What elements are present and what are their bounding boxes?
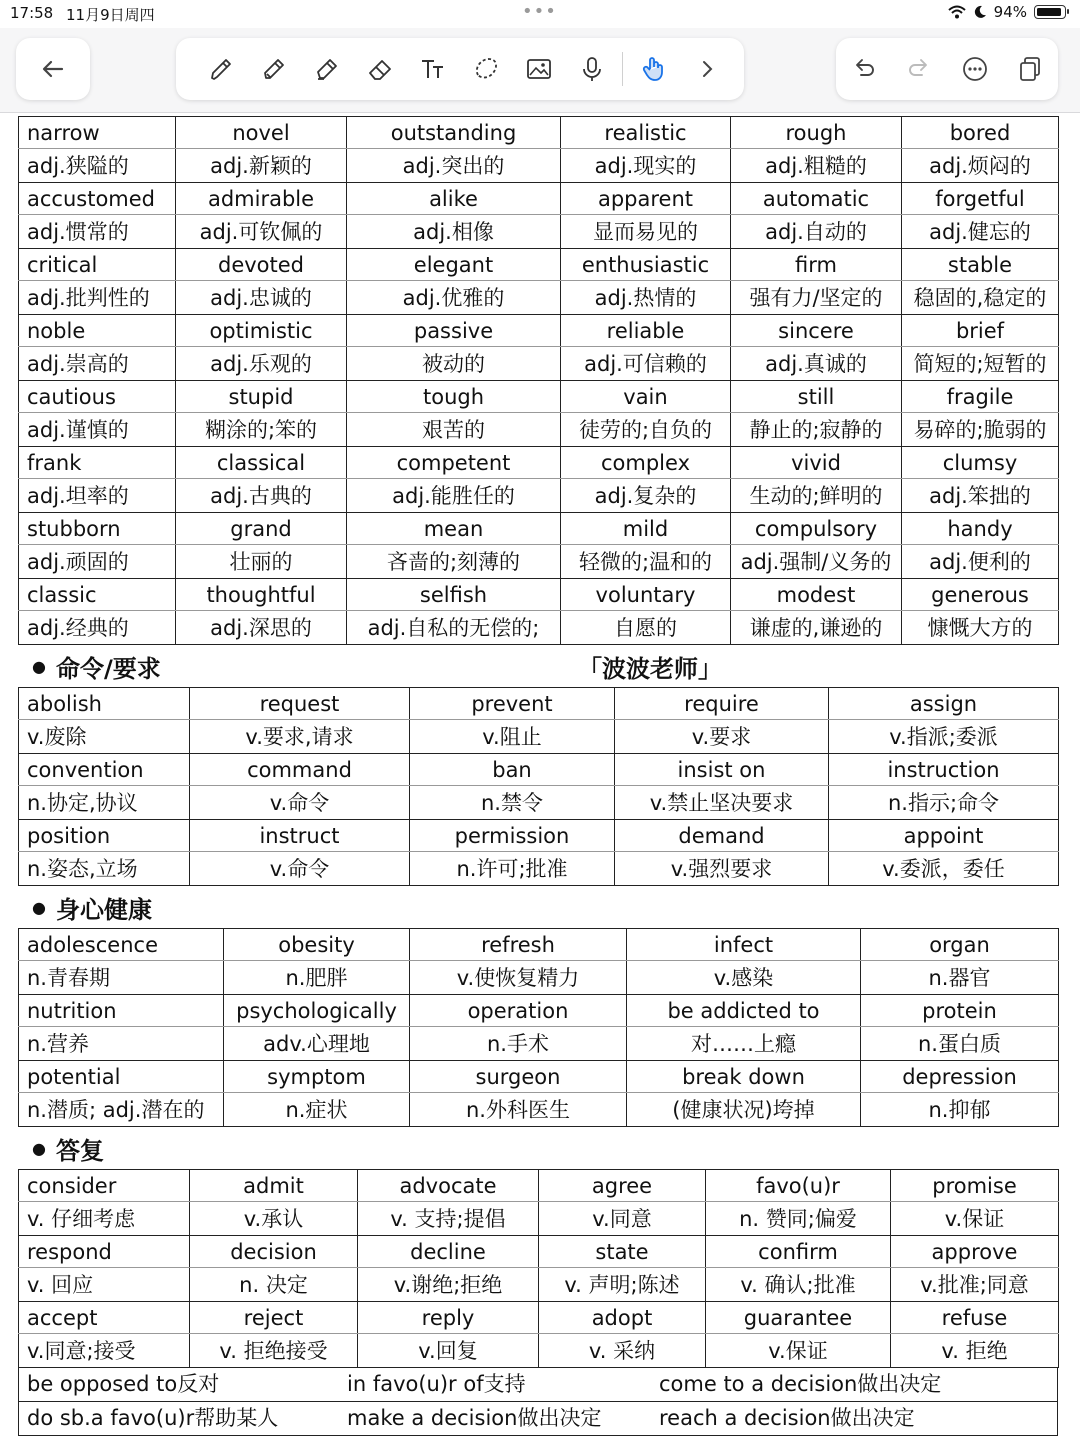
chinese-meaning-cell: 谦虚的,谦逊的 bbox=[731, 611, 902, 645]
more-options-button[interactable] bbox=[948, 47, 1001, 91]
status-time: 17:58 bbox=[10, 4, 54, 22]
chinese-meaning-cell: v.要求 bbox=[615, 720, 829, 754]
chinese-meaning-cell: n.肥胖 bbox=[224, 961, 410, 995]
section-heading-commands bbox=[18, 645, 1058, 687]
chinese-meaning-cell: n.潜质; adj.潜在的 bbox=[19, 1093, 224, 1127]
section-title: 身心健康 bbox=[55, 895, 152, 924]
english-word-cell: adopt bbox=[539, 1302, 706, 1334]
undo-button[interactable] bbox=[837, 47, 890, 91]
english-word-cell: insist on bbox=[615, 754, 829, 786]
section-title: 命令/要求 bbox=[55, 654, 161, 683]
chinese-meaning-cell: adj.优雅的 bbox=[347, 281, 561, 315]
english-word-cell: firm bbox=[731, 249, 902, 281]
tool-palette bbox=[176, 38, 744, 100]
english-word-cell: modest bbox=[731, 579, 902, 611]
chinese-meaning-cell: v.强烈要求 bbox=[615, 852, 829, 886]
chinese-meaning-row bbox=[19, 1027, 1059, 1061]
chinese-meaning-cell: adv.心理地 bbox=[224, 1027, 410, 1061]
section-heading-reply bbox=[18, 1127, 1058, 1169]
chinese-meaning-cell: adj.新颖的 bbox=[176, 149, 347, 183]
english-word-cell: fragile bbox=[902, 381, 1059, 413]
english-word-cell: convention bbox=[19, 754, 190, 786]
chinese-meaning-cell: v.保证 bbox=[891, 1202, 1059, 1236]
chinese-meaning-cell: v.委派，委任 bbox=[829, 852, 1059, 886]
chinese-meaning-cell: (健康状况)垮掉 bbox=[627, 1093, 861, 1127]
adjective-table bbox=[18, 116, 1059, 645]
chinese-meaning-cell: v.同意;接受 bbox=[19, 1334, 190, 1368]
english-word-row bbox=[19, 995, 1059, 1027]
note-content bbox=[18, 116, 1058, 1436]
english-word-cell: potential bbox=[19, 1061, 224, 1093]
highlighter-icon bbox=[312, 54, 342, 84]
english-word-cell: reply bbox=[358, 1302, 539, 1334]
english-word-cell: enthusiastic bbox=[561, 249, 731, 281]
chinese-meaning-cell: adj.顽固的 bbox=[19, 545, 176, 579]
chinese-meaning-cell: adj.自动的 bbox=[731, 215, 902, 249]
english-word-cell: sincere bbox=[731, 315, 902, 347]
english-word-cell: state bbox=[539, 1236, 706, 1268]
english-word-cell: appoint bbox=[829, 820, 1059, 852]
english-word-cell: voluntary bbox=[561, 579, 731, 611]
chinese-meaning-cell: adj.忠诚的 bbox=[176, 281, 347, 315]
english-word-cell: decision bbox=[190, 1236, 358, 1268]
english-word-cell: reject bbox=[190, 1302, 358, 1334]
chinese-meaning-cell: n.外科医生 bbox=[410, 1093, 627, 1127]
english-word-cell: vivid bbox=[731, 447, 902, 479]
chinese-meaning-cell: 轻微的;温和的 bbox=[561, 545, 731, 579]
chinese-meaning-cell: v. 声明;陈述 bbox=[539, 1268, 706, 1302]
chinese-meaning-cell: v. 仔细考虑 bbox=[19, 1202, 190, 1236]
hand-pointer-icon bbox=[639, 54, 669, 84]
english-word-cell: obesity bbox=[224, 929, 410, 961]
reply-table bbox=[18, 1169, 1059, 1368]
chinese-meaning-cell: adj.真诚的 bbox=[731, 347, 902, 381]
section-heading-health bbox=[18, 886, 1058, 928]
lasso-tool-button[interactable] bbox=[459, 47, 512, 91]
english-word-row bbox=[19, 117, 1059, 149]
english-word-cell: elegant bbox=[347, 249, 561, 281]
chinese-meaning-cell: 对……上瘾 bbox=[627, 1027, 861, 1061]
english-word-cell: refresh bbox=[410, 929, 627, 961]
english-word-cell: approve bbox=[891, 1236, 1059, 1268]
english-word-cell: depression bbox=[861, 1061, 1059, 1093]
chinese-meaning-cell: n.指示;命令 bbox=[829, 786, 1059, 820]
phrases-table bbox=[18, 1367, 1058, 1436]
chinese-meaning-cell: v.命令 bbox=[190, 786, 410, 820]
health-table bbox=[18, 928, 1059, 1127]
english-word-cell: require bbox=[615, 688, 829, 720]
english-word-cell: mild bbox=[561, 513, 731, 545]
chinese-meaning-cell: 静止的;寂静的 bbox=[731, 413, 902, 447]
chinese-meaning-cell: adj.乐观的 bbox=[176, 347, 347, 381]
action-pill bbox=[836, 38, 1058, 100]
chinese-meaning-cell: adj.烦闷的 bbox=[902, 149, 1059, 183]
chinese-meaning-cell: v. 确认;批准 bbox=[706, 1268, 891, 1302]
english-word-cell: compulsory bbox=[731, 513, 902, 545]
chinese-meaning-cell: 自愿的 bbox=[561, 611, 731, 645]
chinese-meaning-row bbox=[19, 1334, 1059, 1368]
chinese-meaning-row bbox=[19, 961, 1059, 995]
bullet-icon: ● bbox=[32, 897, 46, 917]
english-word-cell: critical bbox=[19, 249, 176, 281]
teacher-tag: 「波波老师」 bbox=[578, 654, 722, 683]
phrase-text: be opposed to反对 bbox=[27, 1372, 220, 1396]
chinese-meaning-row bbox=[19, 786, 1059, 820]
english-word-cell: complex bbox=[561, 447, 731, 479]
english-word-cell: surgeon bbox=[410, 1061, 627, 1093]
phrase-row bbox=[19, 1402, 1058, 1436]
chinese-meaning-cell: adj.深思的 bbox=[176, 611, 347, 645]
chinese-meaning-cell: n.器官 bbox=[861, 961, 1059, 995]
english-word-cell: devoted bbox=[176, 249, 347, 281]
chinese-meaning-cell: 生动的;鲜明的 bbox=[731, 479, 902, 513]
english-word-cell: abolish bbox=[19, 688, 190, 720]
chinese-meaning-cell: 被动的 bbox=[347, 347, 561, 381]
english-word-cell: operation bbox=[410, 995, 627, 1027]
phrase-text: do sb.a favo(u)r帮助某人 bbox=[27, 1406, 279, 1430]
wifi-icon bbox=[948, 5, 966, 19]
chinese-meaning-cell: n.抑郁 bbox=[861, 1093, 1059, 1127]
english-word-cell: instruction bbox=[829, 754, 1059, 786]
status-bar bbox=[0, 0, 1080, 28]
chinese-meaning-cell: v.阻止 bbox=[410, 720, 615, 754]
toolbar-divider bbox=[622, 52, 623, 86]
chinese-meaning-cell: v.使恢复精力 bbox=[410, 961, 627, 995]
english-word-cell: adolescence bbox=[19, 929, 224, 961]
english-word-row bbox=[19, 183, 1059, 215]
chinese-meaning-cell: v. 回应 bbox=[19, 1268, 190, 1302]
english-word-cell: rough bbox=[731, 117, 902, 149]
pen-tool-button[interactable] bbox=[194, 47, 247, 91]
chinese-meaning-cell: 易碎的;脆弱的 bbox=[902, 413, 1059, 447]
english-word-cell: automatic bbox=[731, 183, 902, 215]
english-word-cell: passive bbox=[347, 315, 561, 347]
more-tools-button[interactable] bbox=[680, 47, 733, 91]
chinese-meaning-cell: adj.谨慎的 bbox=[19, 413, 176, 447]
chinese-meaning-cell: 吝啬的;刻薄的 bbox=[347, 545, 561, 579]
chinese-meaning-cell: adj.热情的 bbox=[561, 281, 731, 315]
back-button[interactable] bbox=[27, 47, 80, 91]
chinese-meaning-row bbox=[19, 281, 1059, 315]
chinese-meaning-row bbox=[19, 479, 1059, 513]
english-word-cell: cautious bbox=[19, 381, 176, 413]
english-word-cell: confirm bbox=[706, 1236, 891, 1268]
english-word-cell: advocate bbox=[358, 1170, 539, 1202]
english-word-cell: organ bbox=[861, 929, 1059, 961]
chinese-meaning-cell: n.症状 bbox=[224, 1093, 410, 1127]
eraser-icon bbox=[365, 54, 395, 84]
eraser-tool-button[interactable] bbox=[353, 47, 406, 91]
english-word-cell: optimistic bbox=[176, 315, 347, 347]
chinese-meaning-cell: n.许可;批准 bbox=[410, 852, 615, 886]
highlighter-tool-button[interactable] bbox=[300, 47, 353, 91]
chinese-meaning-cell: v. 采纳 bbox=[539, 1334, 706, 1368]
english-word-cell: outstanding bbox=[347, 117, 561, 149]
microphone-tool-button[interactable] bbox=[565, 47, 618, 91]
chinese-meaning-cell: 强有力/坚定的 bbox=[731, 281, 902, 315]
phrase-text: come to a decision做出决定 bbox=[659, 1372, 942, 1396]
phrase-row bbox=[19, 1368, 1058, 1402]
english-word-cell: tough bbox=[347, 381, 561, 413]
battery-icon bbox=[1034, 5, 1066, 19]
bullet-icon: ● bbox=[32, 656, 46, 676]
english-word-cell: thoughtful bbox=[176, 579, 347, 611]
chinese-meaning-row bbox=[19, 1093, 1059, 1127]
chinese-meaning-cell: v.同意 bbox=[539, 1202, 706, 1236]
english-word-cell: nutrition bbox=[19, 995, 224, 1027]
chinese-meaning-cell: adj.可钦佩的 bbox=[176, 215, 347, 249]
chinese-meaning-cell: n.禁令 bbox=[410, 786, 615, 820]
english-word-cell: frank bbox=[19, 447, 176, 479]
chinese-meaning-cell: adj.狭隘的 bbox=[19, 149, 176, 183]
english-word-cell: assign bbox=[829, 688, 1059, 720]
chinese-meaning-cell: v.命令 bbox=[190, 852, 410, 886]
commands-table bbox=[18, 687, 1059, 886]
english-word-row bbox=[19, 688, 1059, 720]
english-word-row bbox=[19, 1061, 1059, 1093]
english-word-cell: request bbox=[190, 688, 410, 720]
english-word-cell: protein bbox=[861, 995, 1059, 1027]
english-word-row bbox=[19, 381, 1059, 413]
chinese-meaning-cell: n.蛋白质 bbox=[861, 1027, 1059, 1061]
multitasking-dots[interactable]: ••• bbox=[522, 1, 557, 22]
chinese-meaning-cell: adj.崇高的 bbox=[19, 347, 176, 381]
pencil-icon bbox=[259, 54, 289, 84]
english-word-cell: brief bbox=[902, 315, 1059, 347]
undo-icon bbox=[849, 54, 879, 84]
pen-icon bbox=[206, 54, 236, 84]
english-word-cell: bored bbox=[902, 117, 1059, 149]
chinese-meaning-cell: v.指派;委派 bbox=[829, 720, 1059, 754]
back-arrow-icon bbox=[38, 54, 68, 84]
english-word-row bbox=[19, 579, 1059, 611]
chevron-right-icon bbox=[692, 54, 722, 84]
english-word-cell: ban bbox=[410, 754, 615, 786]
chinese-meaning-cell: adj.自私的无偿的; bbox=[347, 611, 561, 645]
chinese-meaning-cell: adj.批判性的 bbox=[19, 281, 176, 315]
chinese-meaning-cell: adj.能胜任的 bbox=[347, 479, 561, 513]
english-word-cell: respond bbox=[19, 1236, 190, 1268]
bullet-icon: ● bbox=[32, 1138, 46, 1158]
chinese-meaning-cell: adj.现实的 bbox=[561, 149, 731, 183]
chinese-meaning-cell: v.感染 bbox=[627, 961, 861, 995]
english-word-row bbox=[19, 754, 1059, 786]
chinese-meaning-row bbox=[19, 1268, 1059, 1302]
chinese-meaning-cell: adj.复杂的 bbox=[561, 479, 731, 513]
chinese-meaning-cell: adj.粗糙的 bbox=[731, 149, 902, 183]
english-word-row bbox=[19, 447, 1059, 479]
chinese-meaning-cell: v.承认 bbox=[190, 1202, 358, 1236]
chinese-meaning-cell: v.保证 bbox=[706, 1334, 891, 1368]
lasso-icon bbox=[471, 54, 501, 84]
chinese-meaning-cell: 慷慨大方的 bbox=[902, 611, 1059, 645]
english-word-cell: consider bbox=[19, 1170, 190, 1202]
chinese-meaning-cell: n.姿态,立场 bbox=[19, 852, 190, 886]
english-word-cell: admirable bbox=[176, 183, 347, 215]
chinese-meaning-cell: n.青春期 bbox=[19, 961, 224, 995]
english-word-cell: clumsy bbox=[902, 447, 1059, 479]
english-word-row bbox=[19, 820, 1059, 852]
english-word-cell: promise bbox=[891, 1170, 1059, 1202]
redo-icon bbox=[904, 54, 934, 84]
chinese-meaning-cell: adj.强制/义务的 bbox=[731, 545, 902, 579]
chinese-meaning-cell: adj.古典的 bbox=[176, 479, 347, 513]
english-word-cell: accept bbox=[19, 1302, 190, 1334]
chinese-meaning-cell: 稳固的,稳定的 bbox=[902, 281, 1059, 315]
hand-tool-button[interactable] bbox=[627, 47, 680, 91]
chinese-meaning-cell: v.谢绝;拒绝 bbox=[358, 1268, 539, 1302]
chinese-meaning-cell: n.协定,协议 bbox=[19, 786, 190, 820]
english-word-cell: handy bbox=[902, 513, 1059, 545]
chinese-meaning-cell: v. 拒绝 bbox=[891, 1334, 1059, 1368]
english-word-row bbox=[19, 1170, 1059, 1202]
text-tool-icon bbox=[418, 54, 448, 84]
english-word-cell: position bbox=[19, 820, 190, 852]
english-word-cell: reliable bbox=[561, 315, 731, 347]
english-word-cell: decline bbox=[358, 1236, 539, 1268]
chinese-meaning-row bbox=[19, 611, 1059, 645]
english-word-cell: stupid bbox=[176, 381, 347, 413]
more-icon bbox=[960, 54, 990, 84]
chinese-meaning-cell: adj.笨拙的 bbox=[902, 479, 1059, 513]
pages-icon bbox=[1015, 54, 1045, 84]
chinese-meaning-cell: adj.便利的 bbox=[902, 545, 1059, 579]
status-date: 11月9日周四 bbox=[66, 6, 155, 24]
english-word-cell: prevent bbox=[410, 688, 615, 720]
chinese-meaning-cell: n.手术 bbox=[410, 1027, 627, 1061]
english-word-cell: noble bbox=[19, 315, 176, 347]
english-word-cell: agree bbox=[539, 1170, 706, 1202]
chinese-meaning-cell: n. 决定 bbox=[190, 1268, 358, 1302]
english-word-row bbox=[19, 1302, 1059, 1334]
chinese-meaning-cell: 糊涂的;笨的 bbox=[176, 413, 347, 447]
english-word-cell: admit bbox=[190, 1170, 358, 1202]
phrase-text: reach a decision做出决定 bbox=[659, 1406, 915, 1430]
chinese-meaning-cell: n.营养 bbox=[19, 1027, 224, 1061]
chinese-meaning-row bbox=[19, 215, 1059, 249]
chinese-meaning-row bbox=[19, 149, 1059, 183]
english-word-cell: novel bbox=[176, 117, 347, 149]
english-word-cell: alike bbox=[347, 183, 561, 215]
english-word-cell: favo(u)r bbox=[706, 1170, 891, 1202]
english-word-cell: classic bbox=[19, 579, 176, 611]
english-word-cell: be addicted to bbox=[627, 995, 861, 1027]
english-word-cell: refuse bbox=[891, 1302, 1059, 1334]
microphone-icon bbox=[577, 54, 607, 84]
image-icon bbox=[524, 54, 554, 84]
chinese-meaning-row bbox=[19, 413, 1059, 447]
back-pill bbox=[16, 38, 90, 100]
chinese-meaning-row bbox=[19, 545, 1059, 579]
phrase-text: in favo(u)r of支持 bbox=[347, 1372, 526, 1396]
moon-icon bbox=[973, 5, 987, 19]
english-word-row bbox=[19, 929, 1059, 961]
english-word-cell: instruct bbox=[190, 820, 410, 852]
chinese-meaning-row bbox=[19, 852, 1059, 886]
english-word-cell: accustomed bbox=[19, 183, 176, 215]
chinese-meaning-cell: v.禁止坚决要求 bbox=[615, 786, 829, 820]
chinese-meaning-row bbox=[19, 1202, 1059, 1236]
chinese-meaning-cell: adj.可信赖的 bbox=[561, 347, 731, 381]
english-word-cell: apparent bbox=[561, 183, 731, 215]
chinese-meaning-cell: adj.健忘的 bbox=[902, 215, 1059, 249]
english-word-cell: guarantee bbox=[706, 1302, 891, 1334]
phrase-cell bbox=[19, 1402, 1058, 1436]
english-word-cell: selfish bbox=[347, 579, 561, 611]
battery-percent: 94% bbox=[993, 3, 1027, 21]
phrase-text: make a decision做出决定 bbox=[347, 1406, 602, 1430]
chinese-meaning-cell: adj.惯常的 bbox=[19, 215, 176, 249]
english-word-cell: break down bbox=[627, 1061, 861, 1093]
status-right bbox=[948, 3, 1066, 21]
chinese-meaning-cell: v. 支持;提倡 bbox=[358, 1202, 539, 1236]
english-word-cell: grand bbox=[176, 513, 347, 545]
chinese-meaning-row bbox=[19, 347, 1059, 381]
chinese-meaning-cell: adj.相像 bbox=[347, 215, 561, 249]
section-title: 答复 bbox=[55, 1136, 104, 1165]
redo-button[interactable] bbox=[893, 47, 946, 91]
english-word-cell: infect bbox=[627, 929, 861, 961]
english-word-cell: symptom bbox=[224, 1061, 410, 1093]
image-tool-button[interactable] bbox=[512, 47, 565, 91]
chinese-meaning-row bbox=[19, 720, 1059, 754]
english-word-cell: still bbox=[731, 381, 902, 413]
text-tool-button[interactable] bbox=[406, 47, 459, 91]
chinese-meaning-cell: 显而易见的 bbox=[561, 215, 731, 249]
english-word-row bbox=[19, 249, 1059, 281]
chinese-meaning-cell: adj.突出的 bbox=[347, 149, 561, 183]
chinese-meaning-cell: 徒劳的;自负的 bbox=[561, 413, 731, 447]
english-word-cell: stubborn bbox=[19, 513, 176, 545]
chinese-meaning-cell: 壮丽的 bbox=[176, 545, 347, 579]
pencil-tool-button[interactable] bbox=[247, 47, 300, 91]
english-word-row bbox=[19, 1236, 1059, 1268]
chinese-meaning-cell: adj.坦率的 bbox=[19, 479, 176, 513]
english-word-cell: demand bbox=[615, 820, 829, 852]
english-word-cell: realistic bbox=[561, 117, 731, 149]
chinese-meaning-cell: v.批准;同意 bbox=[891, 1268, 1059, 1302]
chinese-meaning-cell: v.回复 bbox=[358, 1334, 539, 1368]
english-word-cell: command bbox=[190, 754, 410, 786]
chinese-meaning-cell: n. 赞同;偏爱 bbox=[706, 1202, 891, 1236]
english-word-cell: mean bbox=[347, 513, 561, 545]
chinese-meaning-cell: v. 拒绝接受 bbox=[190, 1334, 358, 1368]
english-word-cell: permission bbox=[410, 820, 615, 852]
english-word-row bbox=[19, 513, 1059, 545]
english-word-cell: competent bbox=[347, 447, 561, 479]
chinese-meaning-cell: 简短的;短暂的 bbox=[902, 347, 1059, 381]
phrase-cell bbox=[19, 1368, 1058, 1402]
english-word-cell: vain bbox=[561, 381, 731, 413]
english-word-cell: forgetful bbox=[902, 183, 1059, 215]
chinese-meaning-cell: adj.经典的 bbox=[19, 611, 176, 645]
english-word-cell: classical bbox=[176, 447, 347, 479]
english-word-row bbox=[19, 315, 1059, 347]
toolbar bbox=[0, 28, 1080, 113]
pages-button[interactable] bbox=[1004, 47, 1057, 91]
english-word-cell: narrow bbox=[19, 117, 176, 149]
english-word-cell: psychologically bbox=[224, 995, 410, 1027]
chinese-meaning-cell: 艰苦的 bbox=[347, 413, 561, 447]
chinese-meaning-cell: v.要求,请求 bbox=[190, 720, 410, 754]
chinese-meaning-cell: v.废除 bbox=[19, 720, 190, 754]
english-word-cell: stable bbox=[902, 249, 1059, 281]
english-word-cell: generous bbox=[902, 579, 1059, 611]
